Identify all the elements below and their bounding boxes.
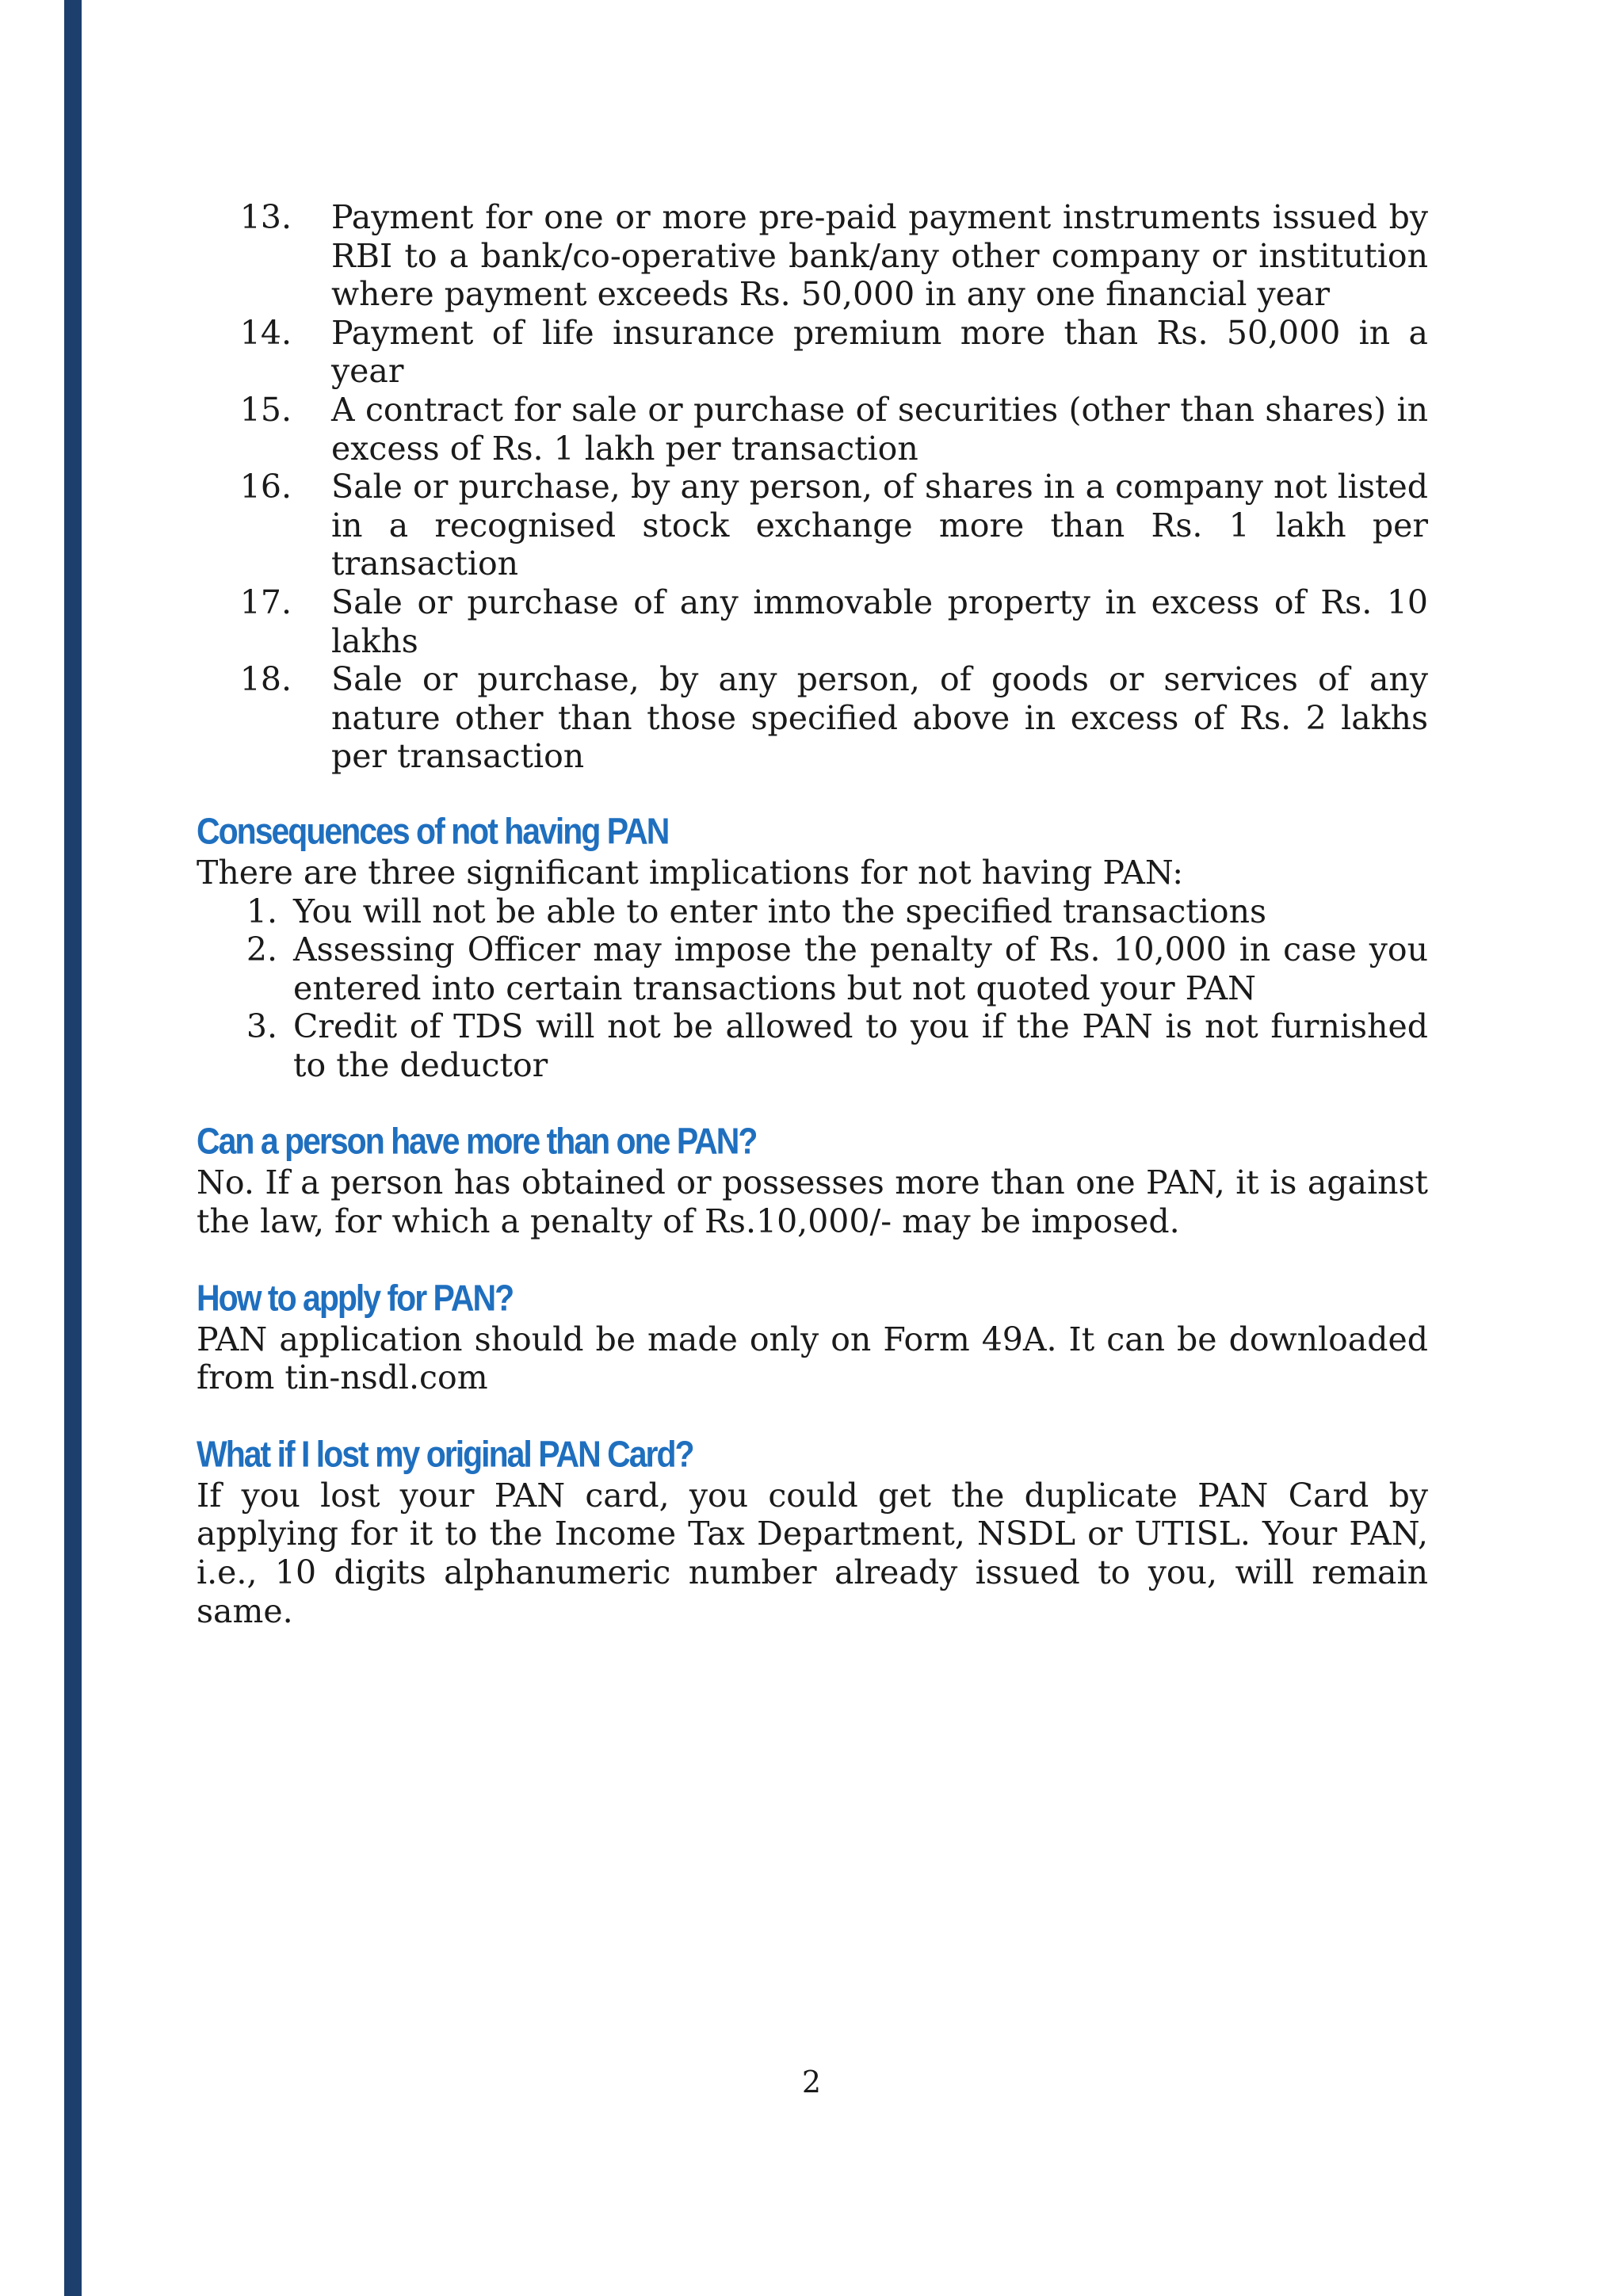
list-item (197, 930, 1428, 1007)
consequences-list (197, 892, 1428, 1085)
transactions-list-continued (197, 198, 1428, 776)
list-item (197, 892, 1428, 931)
list-item-text: Assessing Officer may impose the penalty of Rs. 10,000 in case you entered into certain transactions but not quoted your PAN (293, 930, 1428, 1007)
list-item-number: 16. (239, 468, 292, 506)
list-item-text: You will not be able to enter into the specified transactions (293, 892, 1267, 930)
how-to-apply-body: PAN application should be made only on Form 49A. It can be downloaded from tin-nsdl.com (197, 1320, 1428, 1397)
list-item (197, 391, 1428, 468)
more-than-one-pan-body: No. If a person has obtained or possesses more than one PAN, it is against the law, for which a penalty of Rs.10,000/- may be imposed. (197, 1163, 1428, 1241)
list-item-number: 17. (239, 583, 292, 621)
list-item-text: Sale or purchase, by any person, of goods or services of any nature other than those specified above in excess of Rs. 2 lakhs per transaction (331, 660, 1428, 776)
list-item-number: 3. (246, 1007, 277, 1046)
list-item-number: 15. (239, 390, 292, 429)
list-item-text: Credit of TDS will not be allowed to you if the PAN is not furnished to the deductor (293, 1007, 1428, 1084)
section-heading-more-than-one-pan: Can a person have more than one PAN? (197, 1121, 757, 1163)
list-item-number: 18. (239, 660, 292, 699)
page-number: 2 (801, 2065, 822, 2099)
consequences-intro: There are three significant implications for not having PAN: (197, 853, 1184, 892)
list-item (197, 660, 1428, 776)
side-accent-bar (64, 0, 82, 2296)
list-item-text: Sale or purchase of any immovable property in excess of Rs. 10 lakhs (331, 583, 1428, 660)
list-item-number: 1. (246, 892, 277, 930)
list-item (197, 198, 1428, 314)
list-item-text: Payment of life insurance premium more than Rs. 50,000 in a year (331, 313, 1428, 391)
list-item-number: 2. (246, 930, 277, 969)
section-heading-consequences: Consequences of not having PAN (197, 811, 669, 852)
section-heading-how-to-apply: How to apply for PAN? (197, 1277, 514, 1319)
list-item-text: Payment for one or more pre-paid payment instruments issued by RBI to a bank/co-operative bank/any other company or institution where payment exceeds Rs. 50,000 in any one financial year (331, 198, 1428, 314)
list-item-number: 13. (239, 198, 292, 236)
list-item-text: Sale or purchase, by any person, of shares in a company not listed in a recognised stock exchange more than Rs. 1 lakh per transaction (331, 468, 1428, 583)
list-item-text: A contract for sale or purchase of securities (other than shares) in excess of Rs. 1 lakh per transaction (331, 390, 1428, 468)
list-item (197, 583, 1428, 660)
lost-card-body: If you lost your PAN card, you could get the duplicate PAN Card by applying for it to the Income Tax Department, NSDL or UTISL. Your PAN, i.e., 10 digits alphanumeric number already issued to you, will remain same. (197, 1476, 1428, 1630)
list-item (197, 314, 1428, 391)
list-item-number: 14. (239, 313, 292, 352)
list-item (197, 1007, 1428, 1084)
page-content (197, 198, 1428, 1630)
section-heading-lost-card: What if I lost my original PAN Card? (197, 1434, 693, 1475)
list-item (197, 468, 1428, 583)
